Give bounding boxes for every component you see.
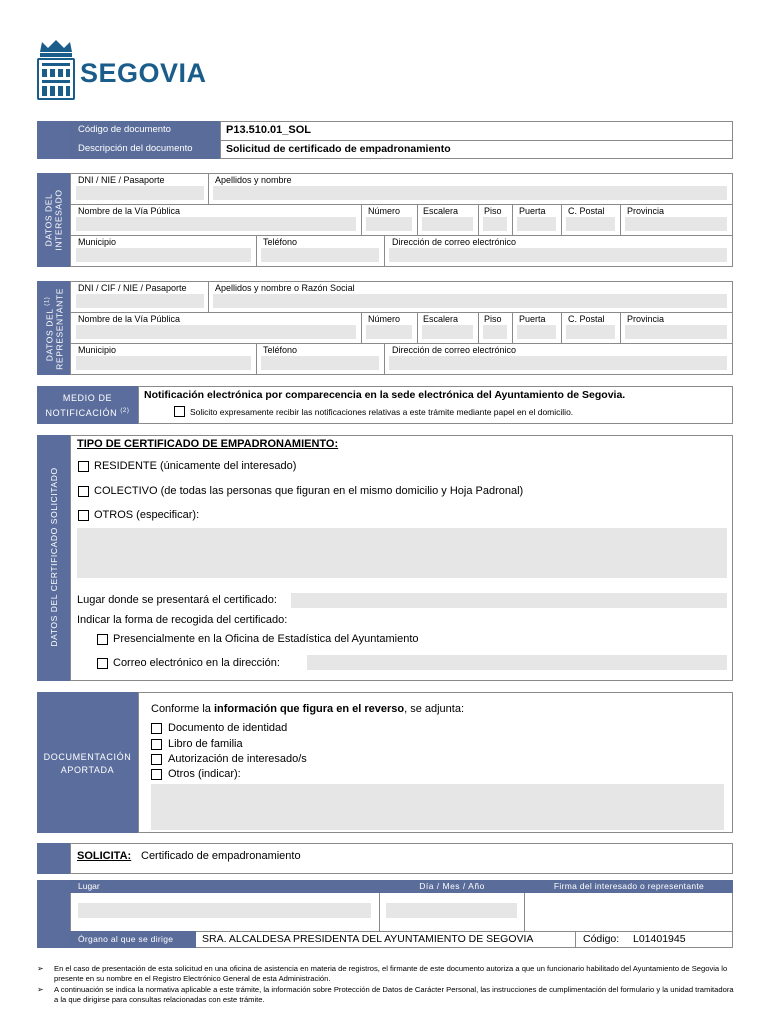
- autorizacion-checkbox[interactable]: [151, 754, 162, 765]
- int-escalera-label: Escalera: [423, 206, 459, 216]
- int-cpostal-input[interactable]: [566, 217, 615, 231]
- int-dni-input[interactable]: [76, 186, 204, 200]
- certificado-side-label: DATOS DEL CERTIFICADO SOLICITADO: [49, 467, 59, 647]
- notificacion-title: Notificación electrónica por comparecencia en la sede electrónica del Ayuntamiento de Segovia.: [144, 389, 626, 401]
- int-numero-label: Número: [368, 206, 401, 216]
- otros-doc-checkbox[interactable]: [151, 769, 162, 780]
- documentacion-intro: Conforme la información que figura en el reverso, se adjunta:: [151, 703, 465, 715]
- otros-doc-label: Otros (indicar):: [168, 768, 241, 780]
- residente-label: RESIDENTE (únicamente del interesado): [94, 460, 297, 472]
- int-email-label: Dirección de correo electrónico: [392, 237, 517, 247]
- int-email-input[interactable]: [389, 248, 727, 262]
- firma-sidebar: [37, 880, 70, 948]
- rep-telefono-input[interactable]: [261, 356, 379, 370]
- int-piso-label: Piso: [484, 206, 502, 216]
- solicita-sidebar: [37, 843, 70, 874]
- rep-via-label: Nombre de la Vía Pública: [78, 314, 181, 324]
- rep-dni-label: DNI / CIF / NIE / Pasaporte: [78, 283, 187, 293]
- int-numero-input[interactable]: [366, 217, 412, 231]
- segovia-logo: [36, 38, 206, 100]
- int-cpostal-label: C. Postal: [568, 206, 605, 216]
- lugar-input[interactable]: [291, 593, 727, 608]
- int-apellidos-input[interactable]: [213, 186, 727, 200]
- firma-lugar-input[interactable]: [78, 903, 371, 918]
- bullet-icon: ➢: [37, 964, 44, 973]
- doc-identidad-checkbox[interactable]: [151, 723, 162, 734]
- interesado-side-label: DATOS DEL INTERESADO: [43, 189, 64, 251]
- header-sidebar: [37, 121, 70, 159]
- lugar-label: Lugar donde se presentará el certificado:: [77, 594, 277, 606]
- rep-cpostal-label: C. Postal: [568, 314, 605, 324]
- footnote-2: A continuación se indica la normativa aplicable a este trámite, la información sobre Protección de Datos de Carácter Personal, las instrucciones de cumplimentación del formulario y la unidad tramitadora a la que dirigirse para consultas relacionadas con este trámite.: [54, 985, 734, 1004]
- int-dni-label: DNI / NIE / Pasaporte: [78, 175, 165, 185]
- rep-cpostal-input[interactable]: [566, 325, 615, 339]
- int-puerta-label: Puerta: [519, 206, 546, 216]
- doc-identidad-label: Documento de identidad: [168, 722, 288, 734]
- desc-value: Solicitud de certificado de empadronamiento: [226, 143, 451, 155]
- int-apellidos-label: Apellidos y nombre: [215, 175, 292, 185]
- rep-via-input[interactable]: [76, 325, 356, 339]
- rep-puerta-label: Puerta: [519, 314, 546, 324]
- colectivo-label: COLECTIVO (de todas las personas que figuran en el mismo domicilio y Hoja Padronal): [94, 485, 524, 497]
- representante-side-label: DATOS DEL $^{(1)}$ REPRESENTANTE: [44, 288, 65, 370]
- codigo-label: Código:: [583, 933, 620, 945]
- int-puerta-input[interactable]: [517, 217, 556, 231]
- rep-provincia-label: Provincia: [627, 314, 665, 324]
- firma-lugar-head: Lugar: [78, 881, 100, 891]
- correo-label: Correo electrónico en la dirección:: [113, 657, 280, 669]
- certificado-title: TIPO DE CERTIFICADO DE EMPADRONAMIENTO:: [77, 438, 339, 450]
- desc-label: Descripción del documento: [78, 143, 193, 154]
- int-telefono-label: Teléfono: [263, 237, 298, 247]
- footnote-1: En el caso de presentación de esta solicitud en una oficina de asistencia en materia de registros, el firmante de este documento autoriza a que un funcionario habilitado del Ayuntamiento de Segovia lo presente en su nombre en el Registro Electrónico General de esta Administración.: [54, 964, 728, 983]
- codigo-value: L01401945: [633, 933, 686, 945]
- rep-email-label: Dirección de correo electrónico: [392, 345, 517, 355]
- firma-firma-head: Firma del interesado o representante: [553, 881, 705, 891]
- firma-signature-area[interactable]: [525, 893, 732, 931]
- int-municipio-input[interactable]: [76, 248, 251, 262]
- int-provincia-label: Provincia: [627, 206, 665, 216]
- firma-fecha-head: Día / Mes / Año: [419, 881, 485, 891]
- rep-apellidos-label: Apellidos y nombre o Razón Social: [215, 283, 355, 293]
- rep-email-input[interactable]: [389, 356, 727, 370]
- colectivo-checkbox[interactable]: [78, 486, 89, 497]
- rep-numero-input[interactable]: [366, 325, 412, 339]
- papel-checkbox[interactable]: [174, 406, 185, 417]
- rep-escalera-label: Escalera: [423, 314, 459, 324]
- rep-escalera-input[interactable]: [422, 325, 473, 339]
- rep-numero-label: Número: [368, 314, 401, 324]
- rep-provincia-input[interactable]: [625, 325, 727, 339]
- code-value: P13.510.01_SOL: [226, 124, 312, 136]
- rep-dni-input[interactable]: [76, 294, 204, 308]
- autorizacion-label: Autorización de interesado/s: [168, 753, 307, 765]
- int-via-input[interactable]: [76, 217, 356, 231]
- int-provincia-input[interactable]: [625, 217, 727, 231]
- solicita-label: SOLICITA:: [77, 850, 132, 862]
- presencial-label: Presencialmente en la Oficina de Estadística del Ayuntamiento: [113, 633, 419, 645]
- rep-apellidos-input[interactable]: [213, 294, 727, 308]
- papel-checkbox-label: Solicito expresamente recibir las notificaciones relativas a este trámite mediante papel en el domicilio.: [190, 407, 574, 417]
- indicar-label: Indicar la forma de recogida del certificado:: [77, 614, 288, 626]
- rep-puerta-input[interactable]: [517, 325, 556, 339]
- otros-textarea[interactable]: [77, 528, 727, 578]
- otros-doc-textarea[interactable]: [151, 784, 724, 830]
- presencial-checkbox[interactable]: [97, 634, 108, 645]
- crown-castle-icon: [36, 38, 76, 100]
- otros-label: OTROS (especificar):: [94, 509, 200, 521]
- int-via-label: Nombre de la Vía Pública: [78, 206, 181, 216]
- otros-checkbox[interactable]: [78, 510, 89, 521]
- firma-fecha-input[interactable]: [386, 903, 517, 918]
- residente-checkbox[interactable]: [78, 461, 89, 472]
- correo-input[interactable]: [307, 655, 727, 670]
- notificacion-side-label: MEDIO DE NOTIFICACIÓN $^{(2)}$: [45, 393, 130, 418]
- rep-municipio-label: Municipio: [78, 345, 117, 355]
- organo-value: SRA. ALCALDESA PRESIDENTA DEL AYUNTAMIENTO DE SEGOVIA: [202, 933, 534, 945]
- solicita-value: Certificado de empadronamiento: [141, 850, 301, 862]
- int-telefono-input[interactable]: [261, 248, 379, 262]
- rep-municipio-input[interactable]: [76, 356, 251, 370]
- rep-telefono-label: Teléfono: [263, 345, 298, 355]
- rep-piso-label: Piso: [484, 314, 502, 324]
- correo-checkbox[interactable]: [97, 658, 108, 669]
- int-piso-input[interactable]: [483, 217, 507, 231]
- code-label: Código de documento: [78, 124, 171, 135]
- organo-label: Órgano al que se dirige: [78, 934, 174, 944]
- int-municipio-label: Municipio: [78, 237, 117, 247]
- documentacion-side-label: DOCUMENTACIÓN APORTADA: [43, 752, 132, 775]
- int-escalera-input[interactable]: [422, 217, 473, 231]
- rep-piso-input[interactable]: [483, 325, 507, 339]
- logo-text: SEGOVIA: [80, 58, 207, 88]
- bullet-icon: ➢: [37, 985, 44, 994]
- libro-familia-label: Libro de familia: [168, 738, 243, 750]
- libro-familia-checkbox[interactable]: [151, 739, 162, 750]
